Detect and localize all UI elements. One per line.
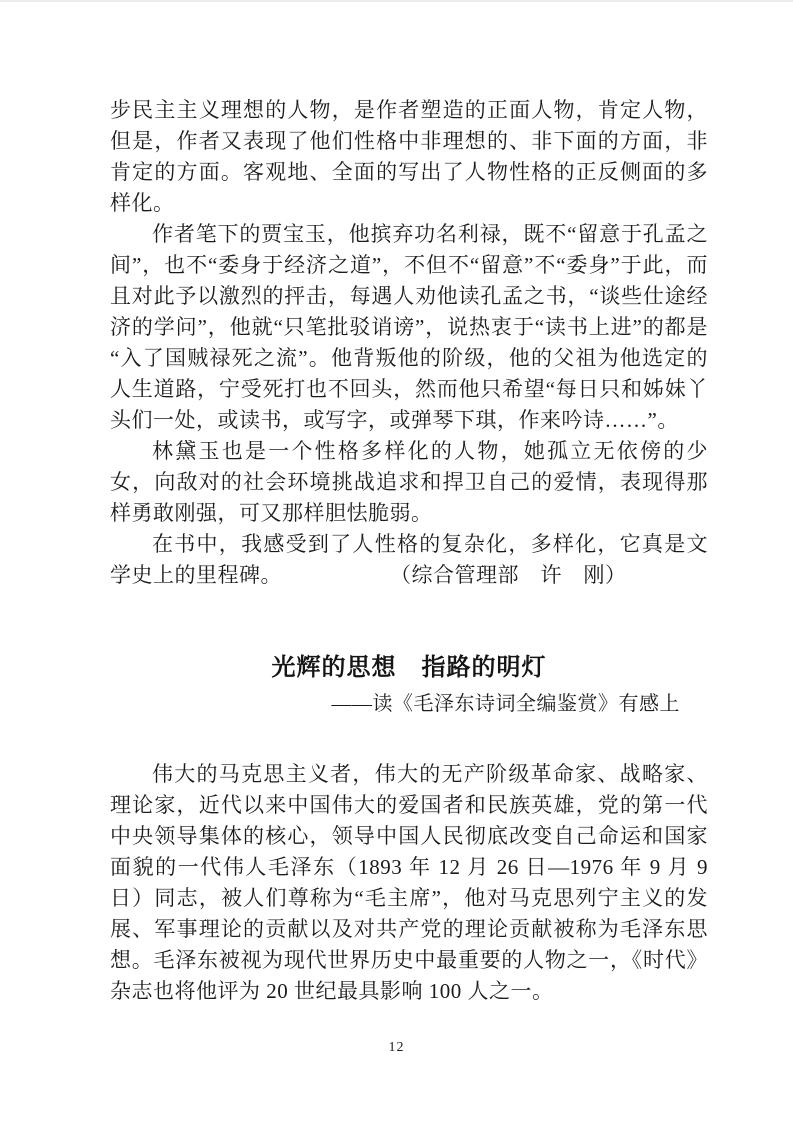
essay1-paragraph-1: 步民主主义理想的人物，是作者塑造的正面人物，肯定人物，但是，作者又表现了他们性格中非理想的、非下面的方面，非肯定的方面。客观地、全面的写出了人物性格的正反侧面的多样化。 xyxy=(110,98,708,215)
essay-1-red-chamber-review xyxy=(110,95,708,591)
text-content xyxy=(110,95,708,1007)
essay2-subtitle: ——读《毛泽东诗词全编鉴赏》有感上 xyxy=(331,693,680,715)
essay-2-mao-poetry-review xyxy=(110,653,708,1007)
page-number: 12 xyxy=(388,1040,405,1055)
essay1-paragraph-4 xyxy=(110,529,708,591)
essay1-paragraph-4-text: 在书中，我感受到了人性格的复杂化，多样化，它真是文学史上的里程碑。 xyxy=(110,532,708,587)
essay1-paragraph-3: 林黛玉也是一个性格多样化的人物，她孤立无依傍的少女，向敌对的社会环境挑战追求和捍卫自己的爱情，表现得那样勇敢刚强，可又那样胆怯脆弱。 xyxy=(110,439,708,525)
essay2-paragraph-1: 伟大的马克思主义者，伟大的无产阶级革命家、战略家、理论家，近代以来中国伟大的爱国者和民族英雄，党的第一代中央领导集体的核心，领导中国人民彻底改变自己命运和国家面貌的一代伟人毛泽东（1893 年 12 月 26 日—1976 年 9 月 9 日）同志，被人们尊称为“毛主席”，他对马克思列宁主义的发展、军事理论的贡献以及对共产党的理论贡献被称为毛泽东思想。毛泽东被视为现代世界历史中最重要的人物之一，《时代》杂志也将他评为 20 世纪最具影响 100 人之一。 xyxy=(110,762,708,1003)
essay1-paragraph-2: 作者笔下的贾宝玉，他摈弃功名利禄，既不“留意于孔孟之间”，也不“委身于经济之道”，不但不“留意”不“委身”于此，而且对此予以激烈的抨击，每遇人劝他读孔孟之书，“谈些仕途经济的学问”，他就“只笔批驳诮谤”，说热衷于“读书上进”的都是“入了国贼禄死之流”。他背叛他的阶级，他的父祖为他选定的人生道路，宁受死打也不回头，然而他只希望“每日只和姊妹丫头们一处，或读书，或写字，或弹琴下琪，作来吟诗……”。 xyxy=(110,222,708,432)
author-signature: （综合管理部 许 刚） xyxy=(390,563,627,587)
essay2-title: 光辉的思想 指路的明灯 xyxy=(271,654,547,681)
